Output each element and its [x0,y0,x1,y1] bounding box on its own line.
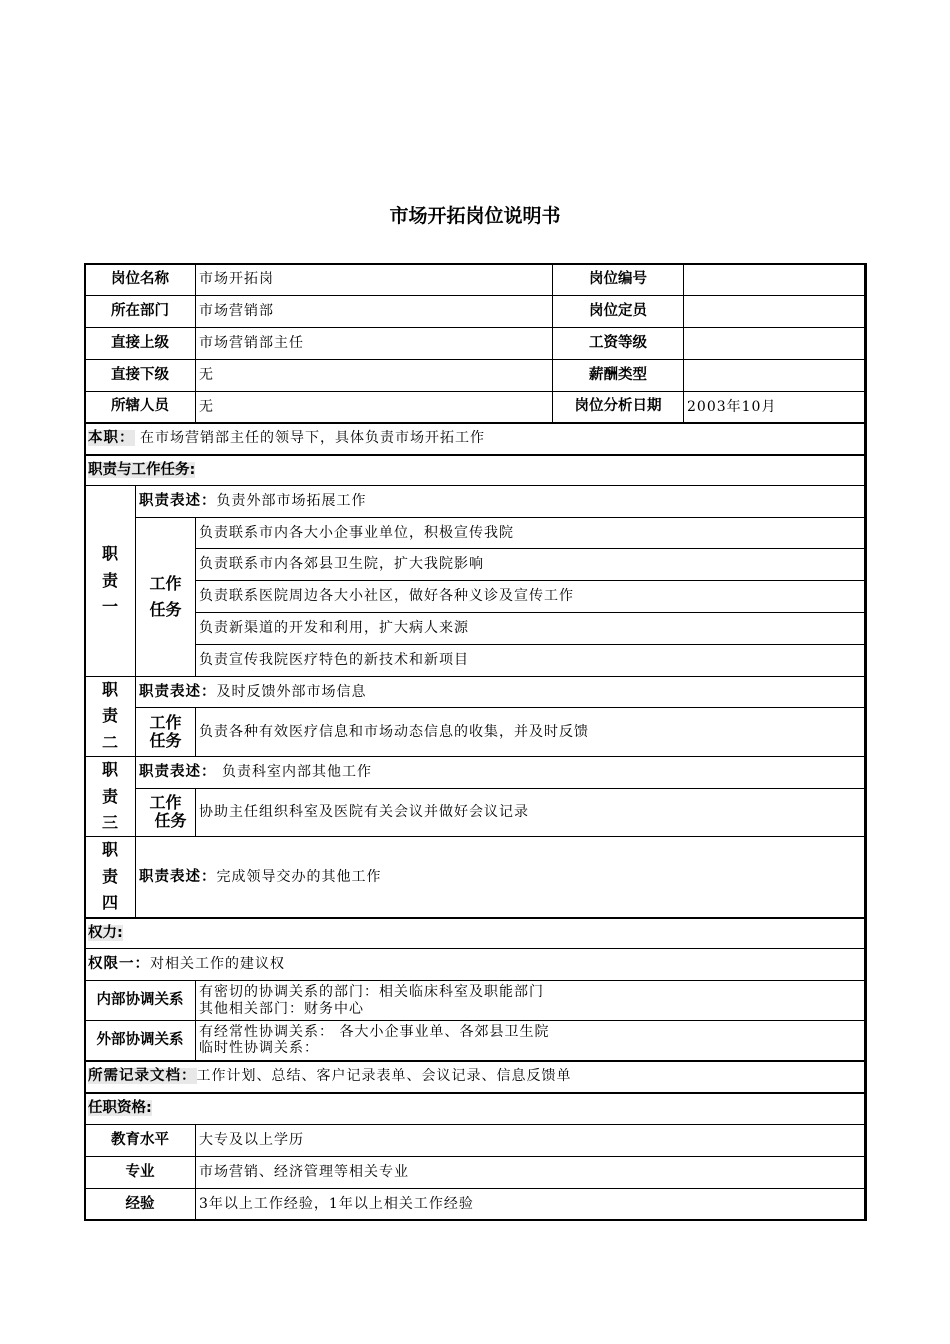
internal-coordination-label: 内部协调关系 [85,981,196,1021]
authority-text: 对相关工作的建议权 [150,956,285,973]
value-position-code [684,264,867,296]
label-direct-superior: 直接上级 [85,328,196,360]
label-position-code: 岗位编号 [553,264,684,296]
duty4-statement: 完成领导交办的其他工作 [216,868,382,885]
qualification-row [85,1157,867,1189]
header-row [85,328,867,360]
duty2-task-label: 工作 任务 [136,708,196,757]
duty1-label: 职 责 一 [85,486,136,677]
value-staff-under: 无 [196,392,553,423]
duty3-statement: 负责科室内部其他工作 [216,763,372,780]
authority-label: 权限一： [88,956,150,973]
duty4-row [85,837,867,918]
duty1-task: 负责新渠道的开发和利用，扩大病人来源 [196,613,867,645]
core-duty-text: 在市场营销部主任的领导下，具体负责市场开拓工作 [139,430,485,447]
duty1-task-row [85,645,867,677]
label-pay-type: 薪酬类型 [553,360,684,392]
duty1-task-row [85,613,867,645]
qualification-row [85,1125,867,1157]
duty2-task-row [85,708,867,757]
external-coordination-row [85,1021,867,1061]
duty2-statement-label: 职责表述： [139,683,217,700]
header-row [85,296,867,328]
records-row [85,1061,867,1093]
duty1-task: 负责联系医院周边各大小社区，做好各种义诊及宣传工作 [196,581,867,613]
value-pay-type [684,360,867,392]
power-header-row [85,918,867,949]
external-coordination-line2: 临时性协调关系： [199,1040,319,1057]
qualification-header: 任职资格: [88,1100,152,1117]
internal-coordination-line1: 有密切的协调关系的部门：相关临床科室及职能部门 [199,984,544,1001]
authority-row [85,949,867,981]
duty2-label: 职 责 二 [85,677,136,757]
duty3-statement-row [85,757,867,788]
duty1-task-row [85,518,867,549]
duty2-statement-row [85,677,867,708]
qualification-row [85,1189,867,1221]
label-direct-subordinate: 直接下级 [85,360,196,392]
duty1-task-row [85,549,867,581]
value-position-name: 市场开拓岗 [196,264,553,296]
value-analysis-date: 2003年10月 [684,392,867,423]
major-value: 市场营销、经济管理等相关专业 [196,1157,867,1189]
duty1-task: 负责联系市内各郊县卫生院，扩大我院影响 [196,549,867,581]
duty4-statement-label: 职责表述： [139,868,217,885]
document-title: 市场开拓岗位说明书 [389,205,561,227]
duty1-statement: 负责外部市场拓展工作 [216,493,367,510]
external-coordination-label: 外部协调关系 [85,1021,196,1061]
duty1-task-row [85,581,867,613]
duty2-task: 负责各种有效医疗信息和市场动态信息的收集，并及时反馈 [196,708,867,757]
core-duty-row [85,423,867,455]
duty3-task-label: 工作 任务 [136,788,196,837]
header-row [85,392,867,423]
internal-coordination-row [85,981,867,1021]
label-position-name: 岗位名称 [85,264,196,296]
value-department: 市场营销部 [196,296,553,328]
internal-coordination-line2: 其他相关部门：财务中心 [199,1000,364,1017]
experience-label: 经验 [85,1189,196,1221]
education-value: 大专及以上学历 [196,1125,867,1157]
duties-header: 职责与工作任务: [88,461,196,478]
qualification-header-row [85,1093,867,1125]
records-text: 工作计划、总结、客户记录表单、会议记录、信息反馈单 [196,1068,572,1085]
value-headcount [684,296,867,328]
duty1-statement-row [85,486,867,518]
records-label: 所需记录文档： [88,1068,197,1085]
duty1-task: 负责联系市内各大小企事业单位，积极宣传我院 [196,518,867,549]
duty1-task-label: 工作 任务 [136,518,196,677]
duty4-label: 职 责 四 [85,837,136,918]
label-headcount: 岗位定员 [553,296,684,328]
label-salary-grade: 工资等级 [553,328,684,360]
power-header: 权力: [88,924,123,941]
duty1-task: 负责宣传我院医疗特色的新技术和新项目 [196,645,867,677]
label-department: 所在部门 [85,296,196,328]
core-duty-label: 本职： [88,430,135,447]
job-description-table [84,263,867,1221]
duties-header-row [85,455,867,486]
duty2-statement: 及时反馈外部市场信息 [216,683,367,700]
duty3-statement-label: 职责表述： [139,763,217,780]
value-direct-superior: 市场营销部主任 [196,328,553,360]
major-label: 专业 [85,1157,196,1189]
duty3-task: 协助主任组织科室及医院有关会议并做好会议记录 [196,788,867,837]
experience-value: 3年以上工作经验，1年以上相关工作经验 [196,1189,867,1221]
label-analysis-date: 岗位分析日期 [553,392,684,423]
duty1-statement-label: 职责表述： [139,493,217,510]
education-label: 教育水平 [85,1125,196,1157]
value-direct-subordinate: 无 [196,360,553,392]
label-staff-under: 所辖人员 [85,392,196,423]
header-row [85,360,867,392]
duty3-label: 职 责 三 [85,757,136,837]
value-salary-grade [684,328,867,360]
external-coordination-line1: 有经常性协调关系： 各大小企事业单、各郊县卫生院 [199,1024,550,1041]
header-row [85,264,867,296]
duty3-task-row [85,788,867,837]
